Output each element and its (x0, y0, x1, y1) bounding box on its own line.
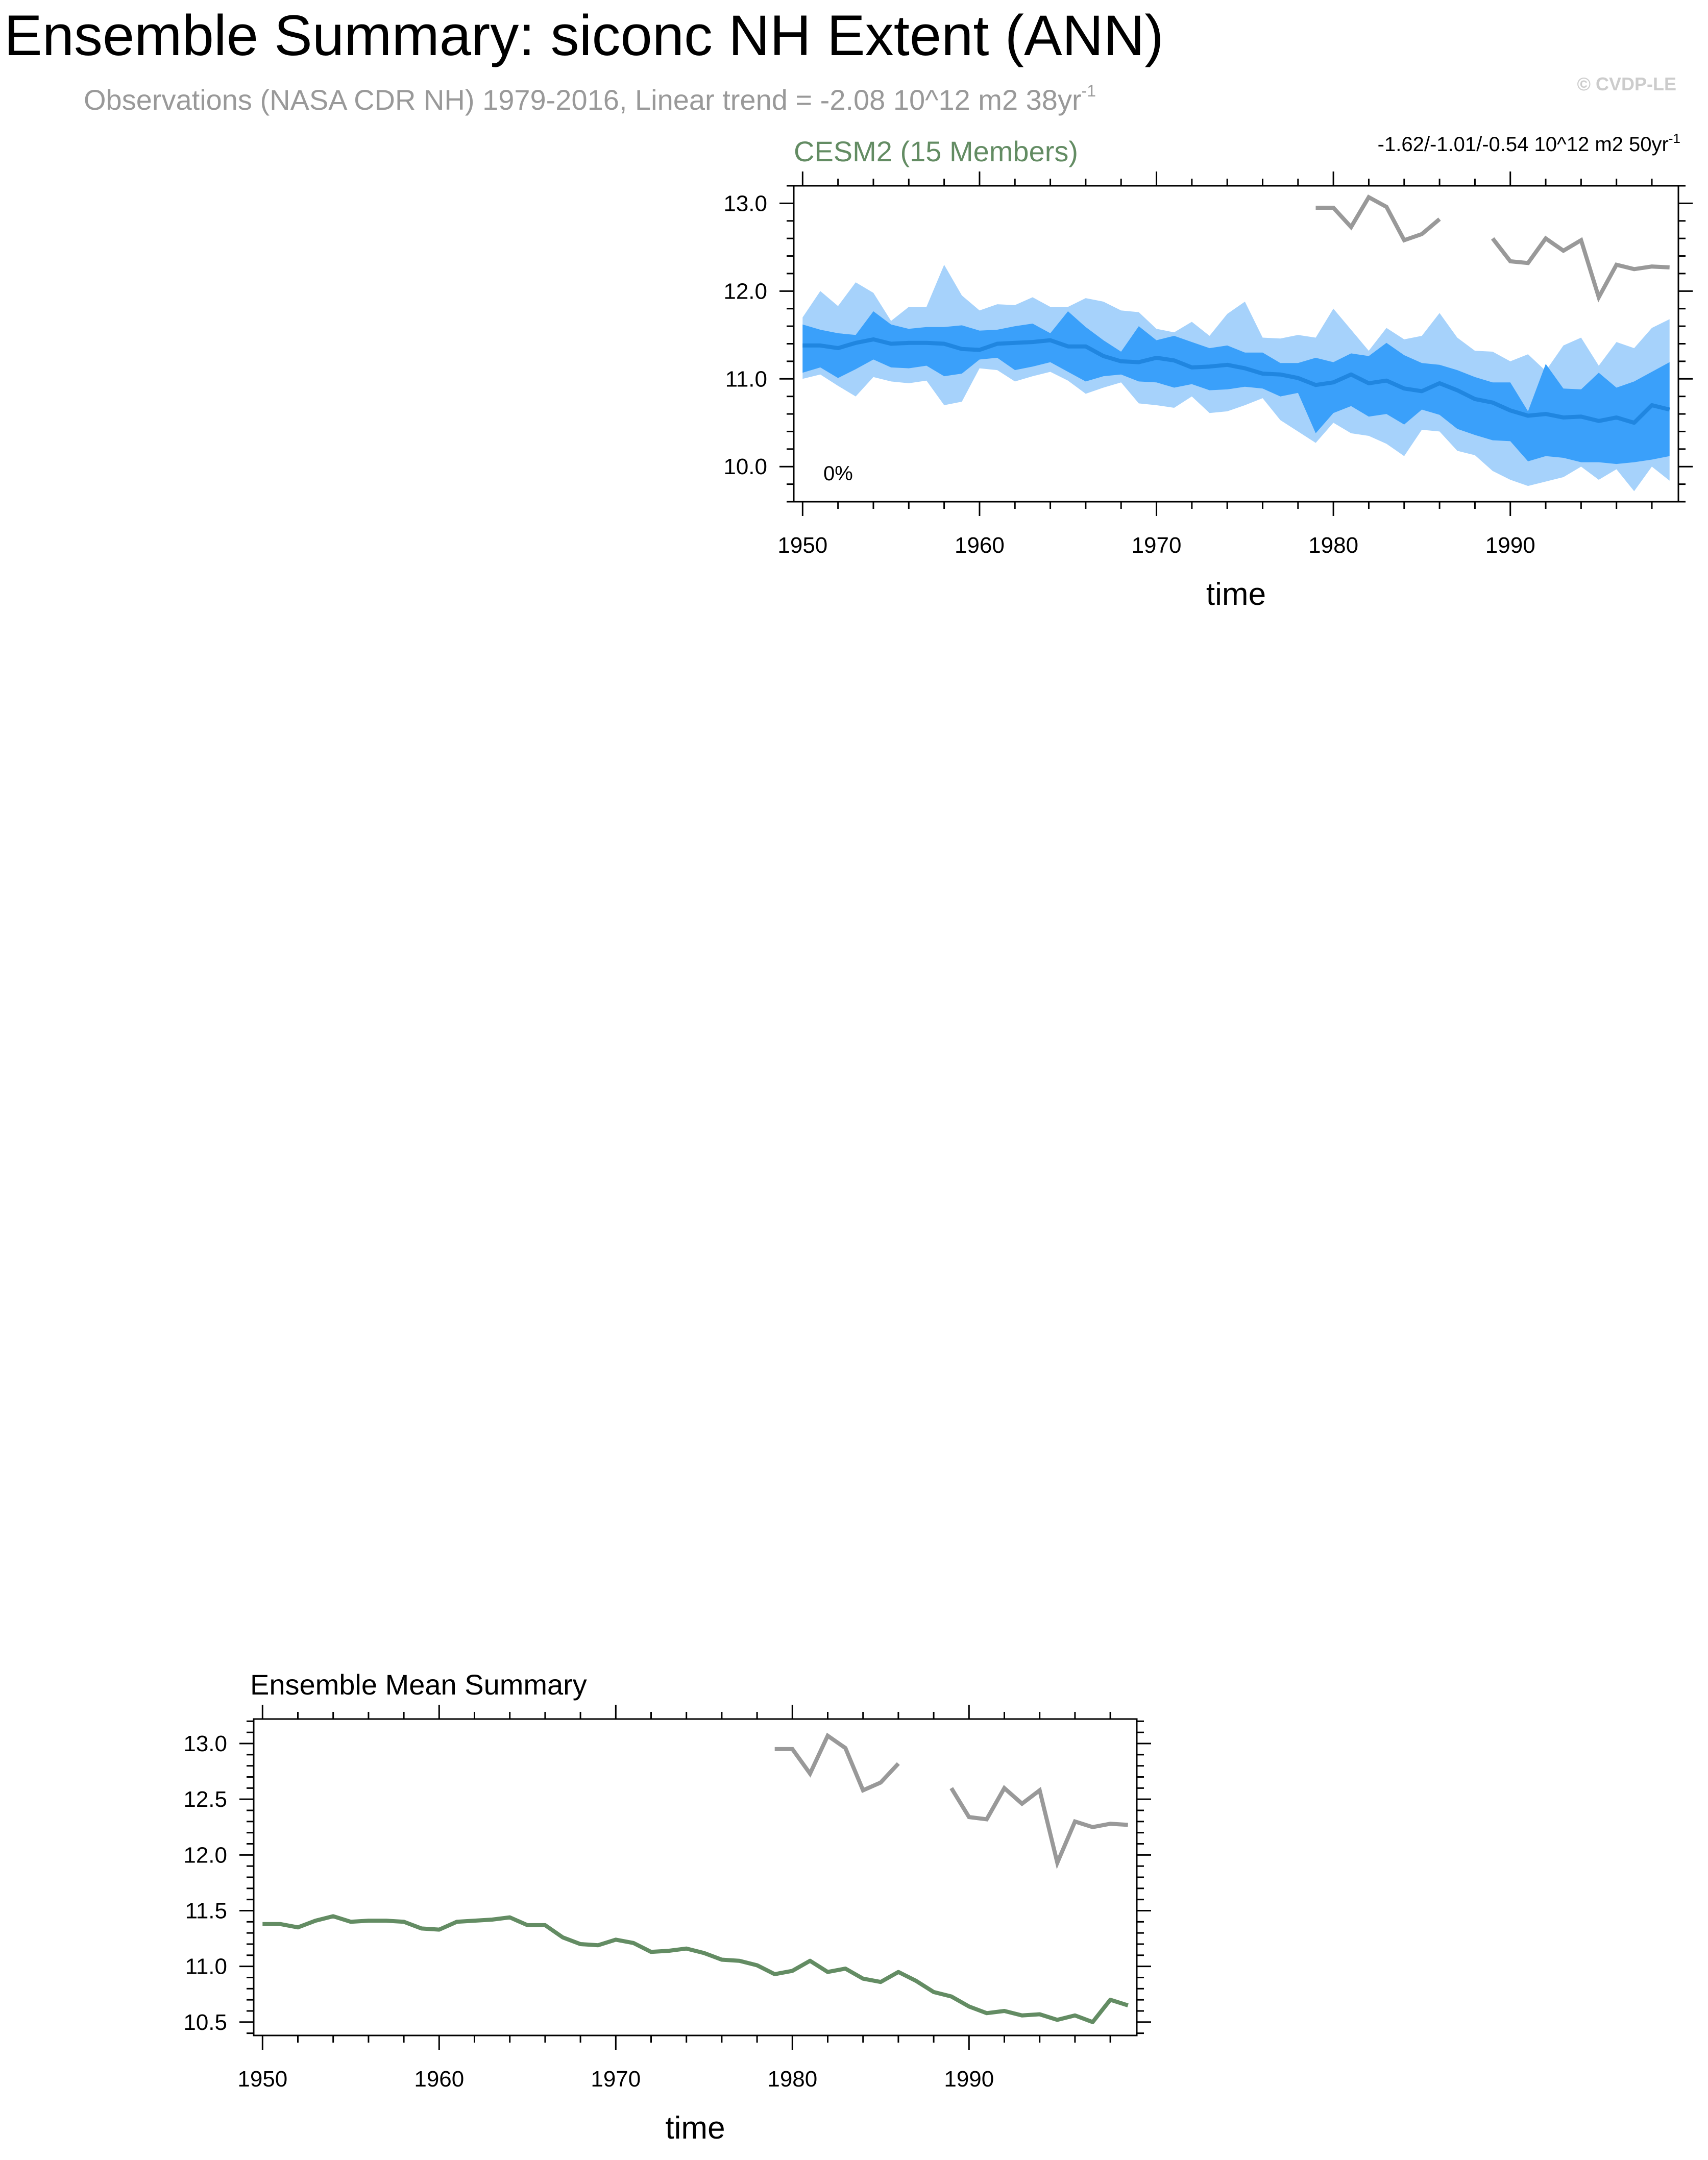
y-tick-label: 12.5 (183, 1787, 227, 1812)
y-tick-label: 11.5 (185, 1898, 227, 1924)
y-tick-label: 13.0 (723, 191, 767, 216)
x-tick-label: 1960 (954, 533, 1005, 558)
y-tick-label: 10.5 (183, 2009, 227, 2035)
y-tick-label: 13.0 (183, 1731, 227, 1757)
observations-subtitle-exponent: -1 (1081, 82, 1096, 101)
y-tick-label: 11.0 (725, 366, 767, 392)
chart-title: Ensemble Mean Summary (250, 1668, 587, 1701)
chart-title: CESM2 (15 Members) (794, 135, 1079, 167)
x-tick-label: 1990 (944, 2067, 994, 2092)
x-tick-label: 1970 (1131, 533, 1182, 558)
y-tick-label: 12.0 (723, 279, 767, 304)
x-axis-title: time (665, 2110, 725, 2146)
plot-frame (254, 1719, 1137, 2035)
x-tick-label: 1950 (777, 533, 828, 558)
y-tick-label: 10.0 (723, 454, 767, 480)
ensemble-mean-line (262, 1916, 1128, 2022)
x-tick-label: 1950 (237, 2067, 288, 2092)
x-tick-label: 1970 (591, 2067, 641, 2092)
y-tick-label: 11.0 (185, 1954, 227, 1979)
x-tick-label: 1960 (414, 2067, 465, 2092)
percent-label: 0% (823, 462, 853, 485)
trend-range-label: -1.62/-1.01/-0.54 10^12 m2 $50yr^{-1}$ (1377, 131, 1680, 156)
x-tick-label: 1980 (1308, 533, 1359, 558)
cvdp-watermark: © CVDP-LE (1577, 73, 1676, 94)
page-title: Ensemble Summary: siconc NH Extent (ANN) (4, 4, 1164, 67)
observations-line (775, 1736, 1128, 1863)
x-tick-label: 1980 (767, 2067, 818, 2092)
y-tick-label: 12.0 (183, 1843, 227, 1868)
observations-subtitle-text: Observations (NASA CDR NH) 1979-2016, Linear trend = -2.08 10^12 m2 38yr (84, 84, 1082, 116)
x-axis-title: time (1206, 577, 1266, 612)
x-tick-label: 1990 (1485, 533, 1535, 558)
